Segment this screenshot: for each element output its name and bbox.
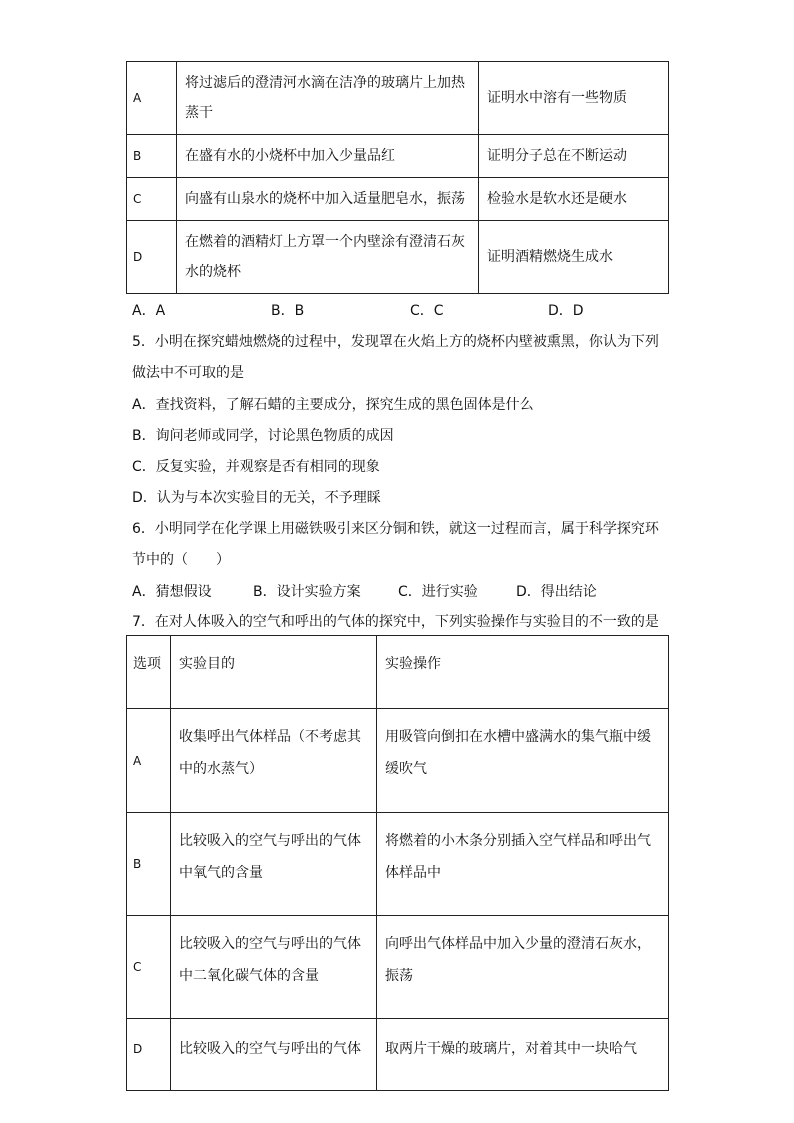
table-row <box>127 709 669 813</box>
table-row <box>127 221 669 294</box>
operation-cell: 将过滤后的澄清河水滴在洁净的玻璃片上加热蒸干 <box>177 62 479 135</box>
header-purpose: 实验目的 <box>171 636 377 709</box>
table-row <box>127 813 669 916</box>
row-letter: C <box>127 916 171 1019</box>
row-letter: B <box>127 135 177 178</box>
q6-option-d[interactable]: D．得出结论 <box>516 584 597 600</box>
header-operation: 实验操作 <box>377 636 669 709</box>
q6-stem-line1: 6．小明同学在化学课上用磁铁吸引来区分铜和铁，就这一过程而言，属于科学探究环 <box>132 521 659 537</box>
operation-cell: 取两片干燥的玻璃片，对着其中一块哈气 <box>377 1019 669 1091</box>
purpose-cell: 比较吸入的空气与呼出的气体中氧气的含量 <box>171 813 377 916</box>
operation-cell: 用吸管向倒扣在水槽中盛满水的集气瓶中缓缓吹气 <box>377 709 669 813</box>
header-option: 选项 <box>127 636 171 709</box>
q7-stem: 7．在对人体吸入的空气和呼出的气体的探究中，下列实验操作与实验目的不一致的是 <box>132 614 659 630</box>
operation-cell: 在盛有水的小烧杯中加入少量品红 <box>177 135 479 178</box>
q6-option-a[interactable]: A．猜想假设 <box>132 584 212 600</box>
table-row <box>127 178 669 221</box>
operation-cell: 向盛有山泉水的烧杯中加入适量肥皂水，振荡 <box>177 178 479 221</box>
row-letter: C <box>127 178 177 221</box>
table-row <box>127 135 669 178</box>
q4-option-c[interactable]: C．C <box>410 303 444 319</box>
q5-stem-line1: 5．小明在探究蜡烛燃烧的过程中，发现罩在火焰上方的烧杯内壁被熏黑，你认为下列 <box>132 334 659 350</box>
q4-table <box>126 61 669 294</box>
row-letter: D <box>127 221 177 294</box>
table-header-row <box>127 636 669 709</box>
operation-cell: 向呼出气体样品中加入少量的澄清石灰水，振荡 <box>377 916 669 1019</box>
purpose-cell: 证明酒精燃烧生成水 <box>479 221 669 294</box>
table-row <box>127 62 669 135</box>
purpose-cell: 收集呼出气体样品（不考虑其中的水蒸气） <box>171 709 377 813</box>
purpose-cell: 证明分子总在不断运动 <box>479 135 669 178</box>
purpose-cell: 比较吸入的空气与呼出的气体 <box>171 1019 377 1091</box>
q4-option-a[interactable]: A．A <box>132 303 166 319</box>
purpose-cell: 证明水中溶有一些物质 <box>479 62 669 135</box>
purpose-cell: 检验水是软水还是硬水 <box>479 178 669 221</box>
q6-option-c[interactable]: C．进行实验 <box>398 584 478 600</box>
q6-option-b[interactable]: B．设计实验方案 <box>253 584 361 600</box>
q7-table <box>126 635 669 1091</box>
q6-stem-line2: 节中的（ ） <box>132 552 230 568</box>
q5-stem-line2: 做法中不可取的是 <box>132 365 244 381</box>
purpose-cell: 比较吸入的空气与呼出的气体中二氧化碳气体的含量 <box>171 916 377 1019</box>
row-letter: D <box>127 1019 171 1091</box>
row-letter: B <box>127 813 171 916</box>
q5-option-d[interactable]: D．认为与本次实验目的无关，不予理睬 <box>132 490 381 506</box>
table-row <box>127 916 669 1019</box>
q5-option-b[interactable]: B．询问老师或同学，讨论黑色物质的成因 <box>132 428 394 444</box>
operation-cell: 在燃着的酒精灯上方罩一个内壁涂有澄清石灰水的烧杯 <box>177 221 479 294</box>
q4-option-d[interactable]: D．D <box>548 303 584 319</box>
operation-cell: 将燃着的小木条分别插入空气样品和呼出气体样品中 <box>377 813 669 916</box>
row-letter: A <box>127 62 177 135</box>
q4-option-b[interactable]: B．B <box>271 303 305 319</box>
table-row <box>127 1019 669 1091</box>
row-letter: A <box>127 709 171 813</box>
q5-option-a[interactable]: A．查找资料，了解石蜡的主要成分，探究生成的黑色固体是什么 <box>132 397 534 413</box>
q5-option-c[interactable]: C．反复实验，并观察是否有相同的现象 <box>132 459 380 475</box>
